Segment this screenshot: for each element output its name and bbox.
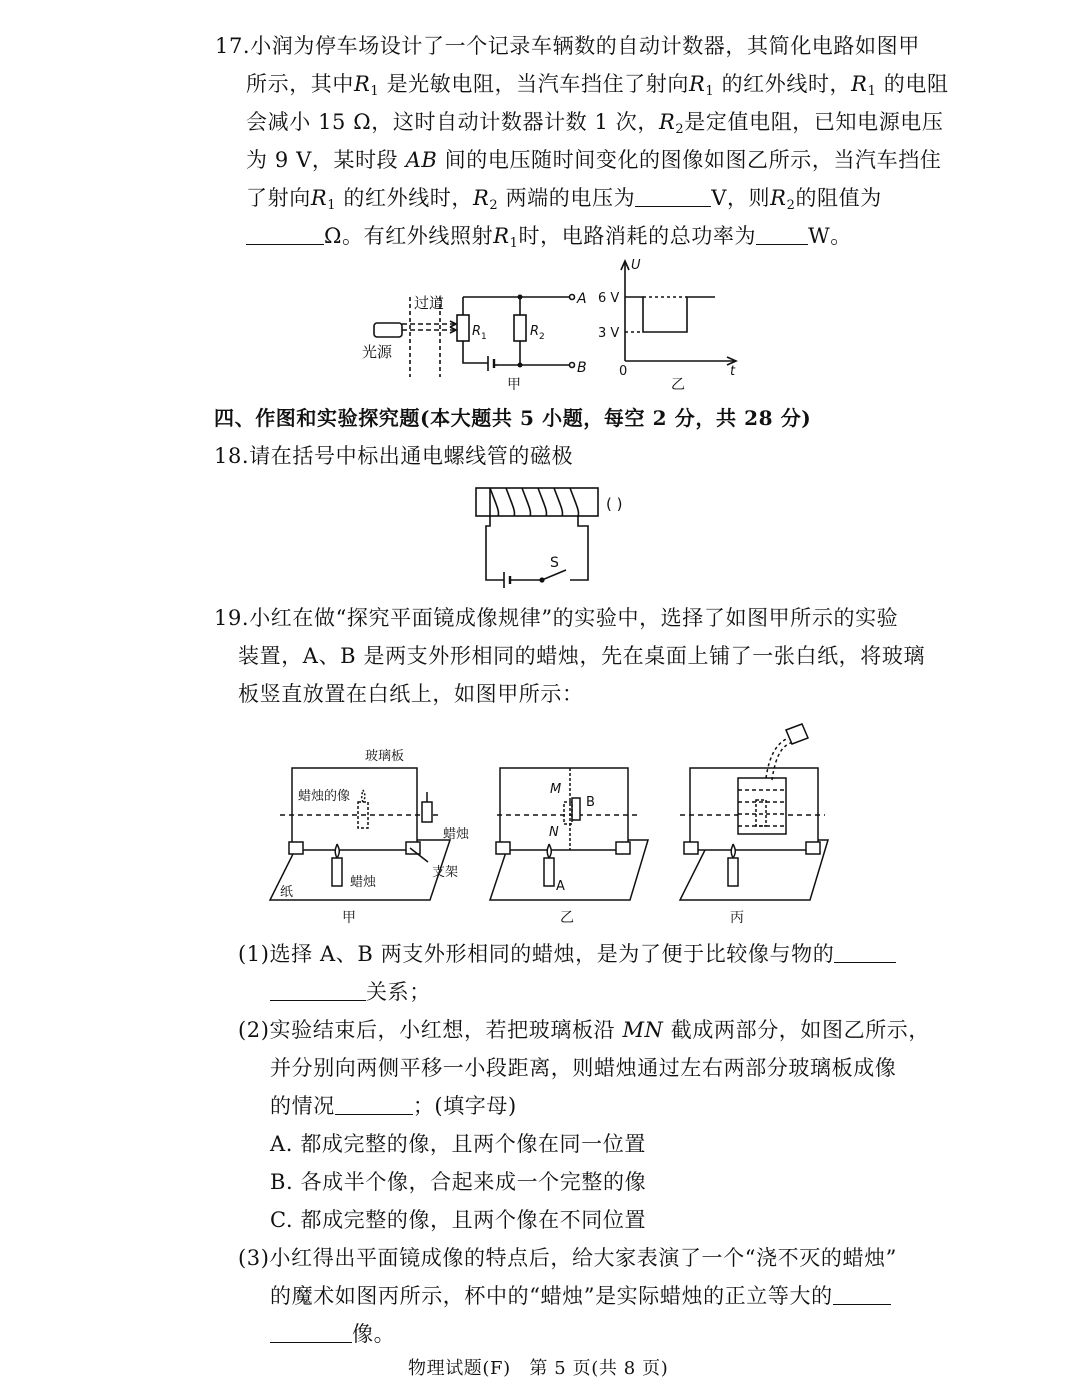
svg-text:A: A <box>577 291 587 307</box>
q17-line-5: 了射向$R_1$ 的红外线时，$R_2$ 两端的电压为 V，则$R_2$的阻值为 <box>246 186 882 213</box>
label-glass-plate: 玻璃板 <box>365 749 405 764</box>
blank-q19-3b[interactable] <box>270 1324 352 1343</box>
label-paper: 纸 <box>280 885 294 900</box>
q17-voltage-graph <box>595 255 745 395</box>
q17-line-2: 所示，其中$R_1$ 是光敏电阻，当汽车挡住了射向$R_1$ 的红外线时，$R_1$ 的电阻 <box>246 72 949 99</box>
label-stand: 支架 <box>432 865 459 880</box>
q17-line-1: 17.小润为停车场设计了一个记录车辆数的自动计数器，其简化电路如图甲 <box>215 34 920 58</box>
page-footer: 物理试题(F) 第 5 页(共 8 页) <box>408 1358 669 1379</box>
svg-text:甲: 甲 <box>342 910 356 926</box>
svg-text:乙: 乙 <box>671 377 685 393</box>
q19-line-1: 19.小红在做“探究平面镜成像规律”的实验中，选择了如图甲所示的实验 <box>214 606 899 630</box>
tick-3v: 3 V <box>598 326 620 341</box>
label-passage: 过道 <box>414 294 445 312</box>
blank-q17-resistance[interactable] <box>246 226 324 245</box>
tick-6v: 6 V <box>598 291 620 306</box>
svg-text:0: 0 <box>619 364 628 379</box>
q17-line-6: Ω。有红外线照射$R_1$时，电路消耗的总功率为 W。 <box>246 226 852 250</box>
label-candle-right: 蜡烛 <box>443 827 470 842</box>
q19-line-3: 板竖直放置在白纸上，如图甲所示： <box>238 682 584 706</box>
q17-line-4: 为 9 V，某时段 AB 间的电压随时间变化的图像如图乙所示，当汽车挡住 <box>246 148 942 172</box>
svg-text:A: A <box>556 879 565 894</box>
svg-text:丙: 丙 <box>730 910 744 926</box>
q19-option-a: A. 都成完整的像，且两个像在同一位置 <box>270 1132 646 1156</box>
q17-circuit-diagram <box>360 285 590 395</box>
svg-text:B: B <box>577 360 587 376</box>
q19-part2-line2: 并分别向两侧平移一小段距离，则蜡烛通过左右两部分玻璃板成像 <box>270 1056 897 1080</box>
svg-text:M: M <box>550 782 562 797</box>
svg-text:t: t <box>730 364 736 379</box>
q19-mirror-figures <box>260 720 860 935</box>
label-light-source: 光源 <box>362 343 393 361</box>
svg-text:B: B <box>586 795 595 810</box>
blank-q17-power[interactable] <box>756 226 808 245</box>
q19-part3-line1: (3)小红得出平面镜成像的特点后，给大家表演了一个“浇不灭的蜡烛” <box>238 1246 898 1270</box>
q19-part3-line3: 像。 <box>270 1324 395 1345</box>
svg-text:N: N <box>549 825 559 840</box>
svg-text:乙: 乙 <box>560 910 574 926</box>
svg-text:甲: 甲 <box>507 377 521 393</box>
svg-text:S: S <box>550 555 559 571</box>
section-4-heading: 四、作图和实验探究题(本大题共 5 小题，每空 2 分，共 28 分) <box>214 406 812 430</box>
q17-line-3: 会减小 15 Ω，这时自动计数器计数 1 次，$R_2$是定值电阻，已知电源电压 <box>246 110 944 137</box>
q18-text: 18.请在括号中标出通电螺线管的磁极 <box>214 444 574 468</box>
svg-text:R: R <box>530 324 540 339</box>
label-candle-image: 蜡烛的像 <box>298 789 351 804</box>
magnetic-pole-blank[interactable]: ( ) <box>606 495 623 513</box>
q19-part3-line2: 的魔术如图丙所示，杯中的“蜡烛”是实际蜡烛的正立等大的 <box>270 1286 891 1307</box>
svg-text:1: 1 <box>481 332 487 342</box>
q19-line-2: 装置，A、B 是两支外形相同的蜡烛，先在桌面上铺了一张白纸，将玻璃 <box>238 644 926 668</box>
q19-part2-line1: (2)实验结束后，小红想，若把玻璃板沿 MN 截成两部分，如图乙所示， <box>238 1018 930 1042</box>
q19-option-b: B. 各成半个像，合起来成一个完整的像 <box>270 1170 647 1194</box>
blank-q17-voltage[interactable] <box>635 188 711 207</box>
q19-part2-line3: 的情况 ；(填字母) <box>270 1094 517 1118</box>
q18-solenoid-diagram <box>470 482 640 582</box>
q19-part1-line2: 关系； <box>270 982 431 1003</box>
svg-text:2: 2 <box>539 332 545 342</box>
blank-q19-2[interactable] <box>335 1096 413 1115</box>
blank-q19-1b[interactable] <box>270 982 366 1001</box>
blank-q19-1a[interactable] <box>834 944 896 963</box>
svg-text:U: U <box>631 258 641 273</box>
label-candle: 蜡烛 <box>350 875 377 890</box>
q19-option-c: C. 都成完整的像，且两个像在不同位置 <box>270 1208 647 1232</box>
q19-part1-line1: (1)选择 A、B 两支外形相同的蜡烛，是为了便于比较像与物的 <box>238 944 896 965</box>
svg-text:R: R <box>472 324 482 339</box>
blank-q19-3a[interactable] <box>833 1286 891 1305</box>
